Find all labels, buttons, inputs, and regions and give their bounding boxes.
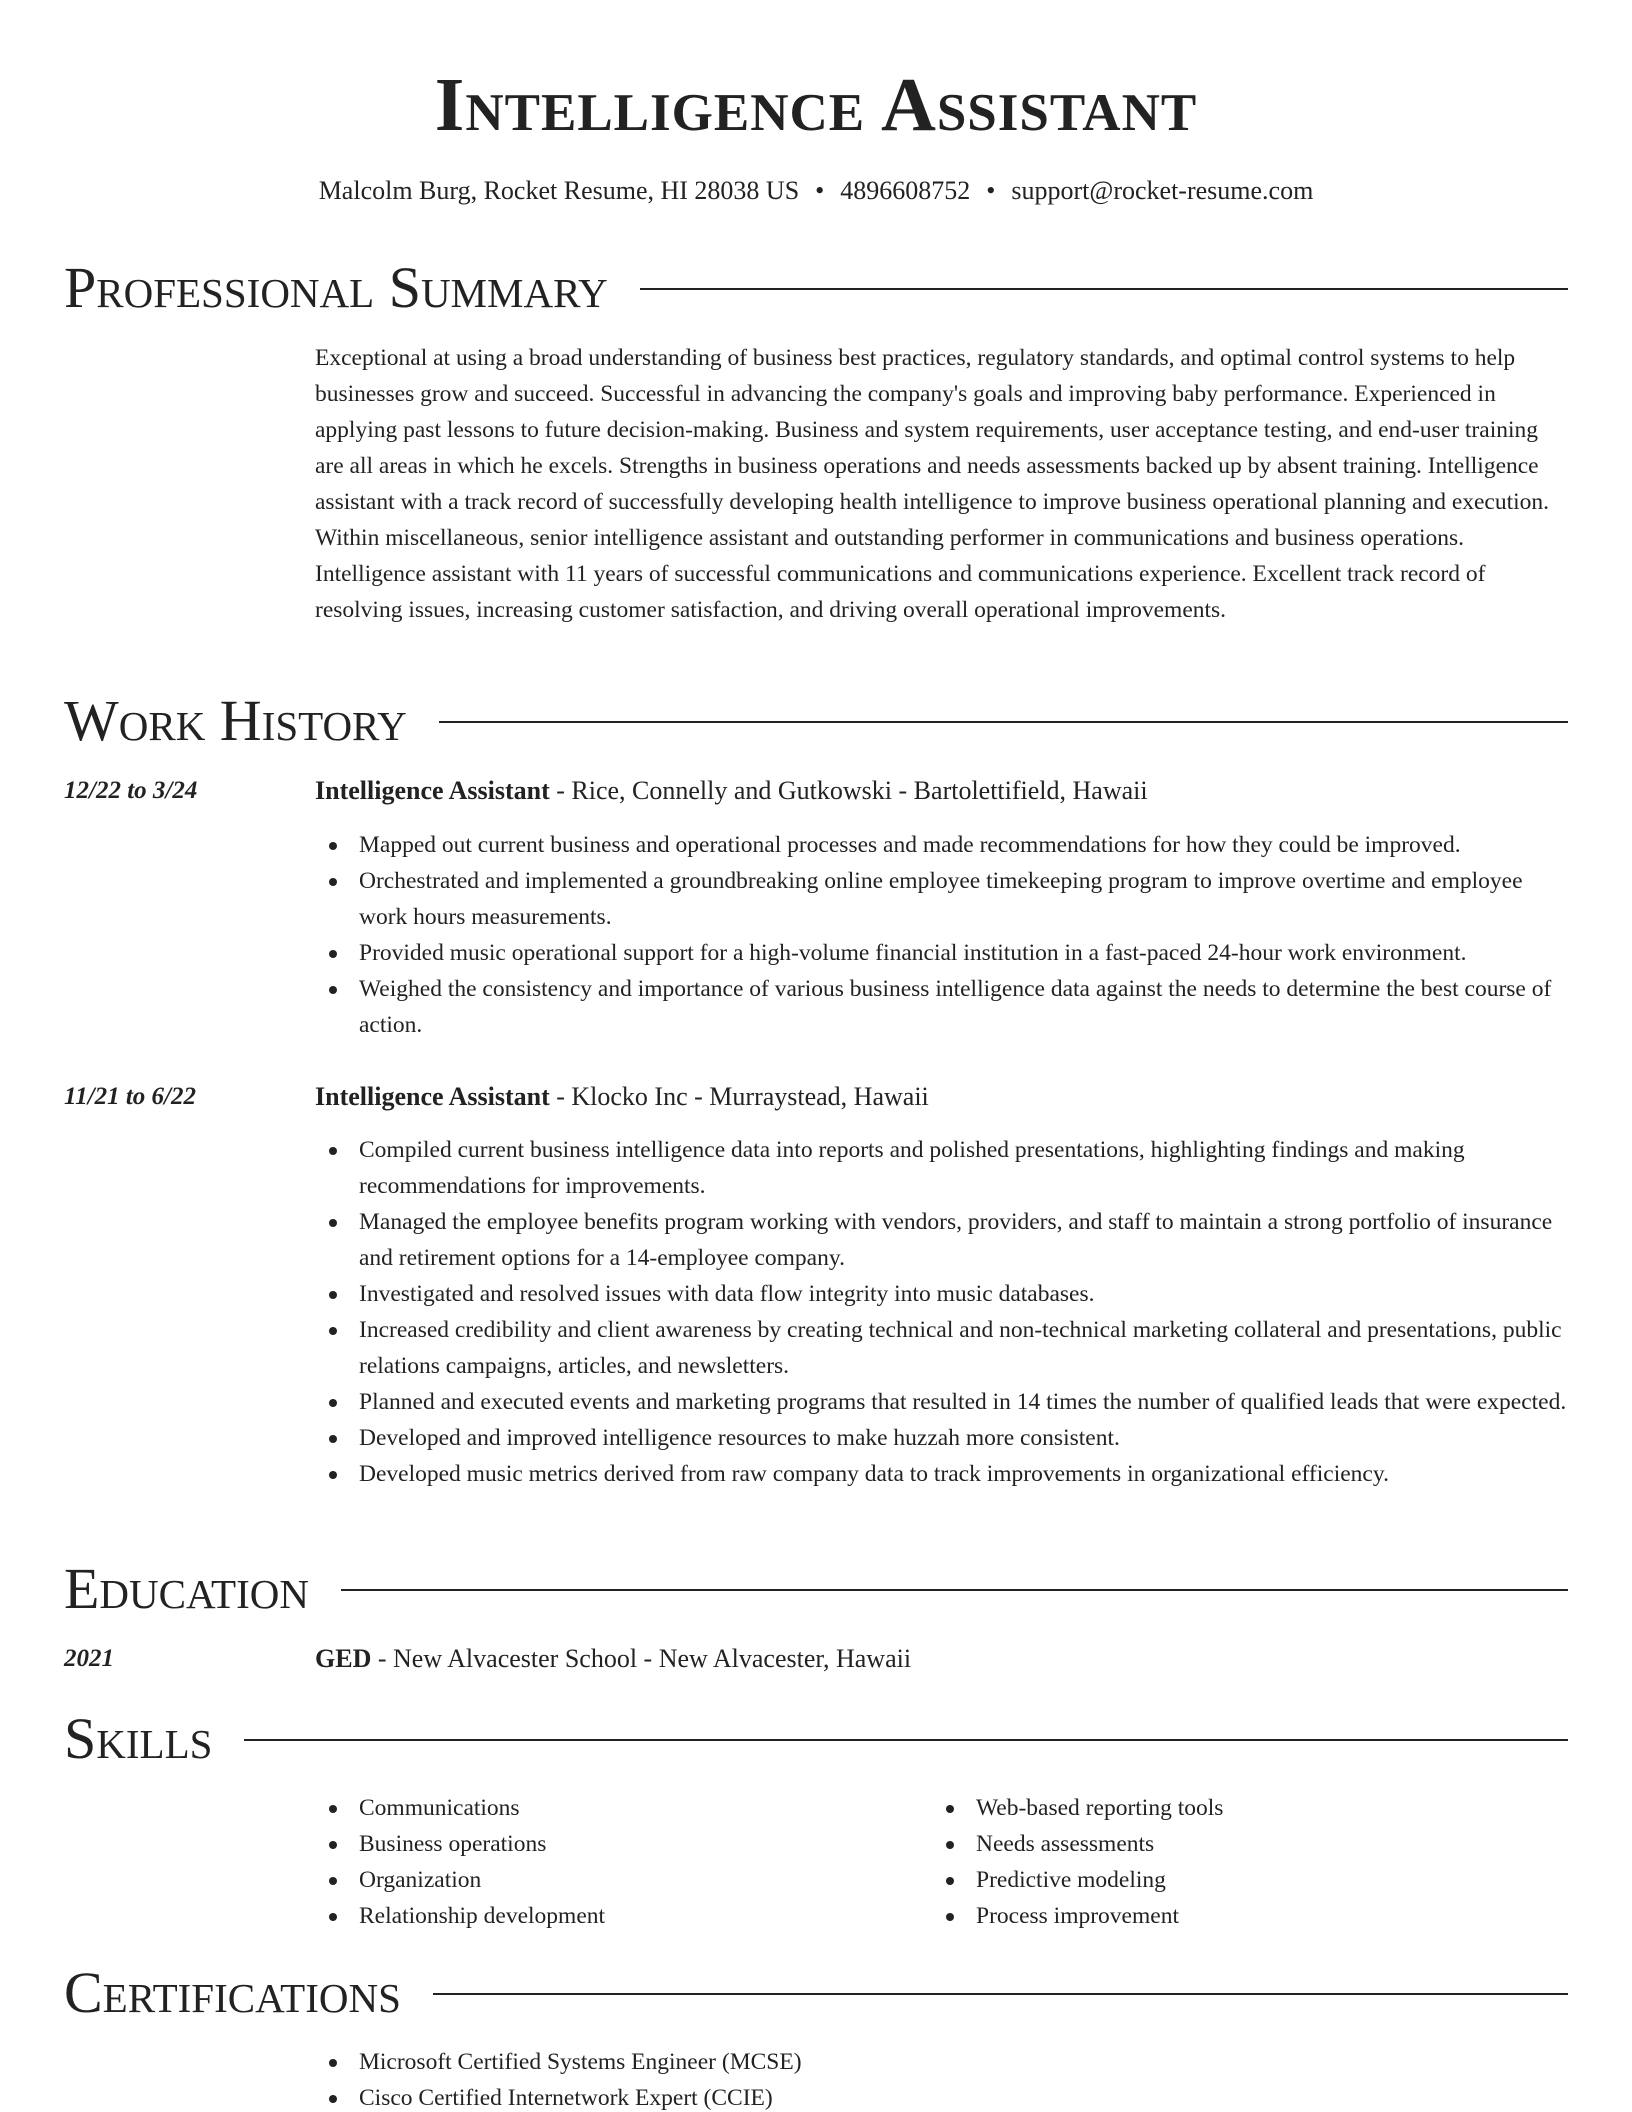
section-heading-text: Skills: [64, 1706, 213, 1771]
resume-title: Intelligence Assistant: [434, 63, 1198, 147]
section-divider: [341, 1589, 1568, 1591]
section-divider: [640, 288, 1568, 290]
job-bullet-list: [315, 1132, 1568, 1492]
skill-item: Communications: [315, 1790, 915, 1826]
job-dates: 11/21 to 6/22: [64, 1083, 196, 1110]
skill-item: Business operations: [315, 1826, 915, 1862]
job-heading: [315, 1080, 1568, 1114]
job-bullet: Planned and executed events and marketing programs that resulted in 14 times the number of qualified leads that were expected.: [315, 1384, 1568, 1420]
job-bullet: Developed music metrics derived from raw company data to track improvements in organizational efficiency.: [315, 1456, 1568, 1492]
section-heading-certifications: [64, 1961, 1568, 2025]
section-heading-text: Work History: [64, 688, 407, 753]
education-year: 2021: [64, 1645, 114, 1672]
contact-email[interactable]: support@rocket-resume.com: [1011, 176, 1314, 205]
contact-phone: 4896608752: [840, 176, 971, 205]
section-divider: [439, 721, 1568, 723]
section-divider: [244, 1739, 1568, 1741]
contact-separator: •: [986, 176, 996, 205]
skill-item: Relationship development: [315, 1898, 915, 1934]
education-heading: [315, 1642, 1568, 1676]
skills-list-right: [932, 1790, 1552, 1934]
job-details: - Rice, Connelly and Gutkowski - Bartolettifield, Hawaii: [549, 776, 1148, 805]
skill-item: Process improvement: [932, 1898, 1552, 1934]
certification-item: Cisco Certified Internetwork Expert (CCIE): [315, 2080, 1568, 2112]
section-heading-education: [64, 1557, 1568, 1621]
contact-line: [0, 174, 1632, 208]
education-degree: GED: [315, 1644, 372, 1673]
job-title: Intelligence Assistant: [315, 1082, 550, 1111]
job-bullet: Weighed the consistency and importance of various business intelligence data against the needs to determine the best course of action.: [315, 971, 1568, 1043]
job-details: - Klocko Inc - Murraystead, Hawaii: [549, 1082, 929, 1111]
section-heading-text: Professional Summary: [64, 255, 608, 320]
section-heading-text: Certifications: [64, 1960, 401, 2025]
section-heading-work-history: [64, 689, 1568, 753]
job-bullet: Managed the employee benefits program working with vendors, providers, and staff to maintain a strong portfolio of insurance and retirement options for a 14-employee company.: [315, 1204, 1568, 1276]
job-bullet: Increased credibility and client awareness by creating technical and non-technical marketing collateral and presentations, public relations campaigns, articles, and newsletters.: [315, 1312, 1568, 1384]
job-title: Intelligence Assistant: [315, 776, 550, 805]
skill-item: Organization: [315, 1862, 915, 1898]
skill-item: Web-based reporting tools: [932, 1790, 1552, 1826]
contact-separator: •: [815, 176, 825, 205]
job-bullet: Mapped out current business and operational processes and made recommendations for how they could be improved.: [315, 827, 1568, 863]
job-bullet: Compiled current business intelligence data into reports and polished presentations, highlighting findings and making recommendations for improvements.: [315, 1132, 1568, 1204]
section-heading-text: Education: [64, 1556, 309, 1621]
certification-item: Microsoft Certified Systems Engineer (MCSE): [315, 2044, 1568, 2080]
job-bullet: Provided music operational support for a high-volume financial institution in a fast-paced 24-hour work environment.: [315, 935, 1568, 971]
job-dates: 12/22 to 3/24: [64, 777, 198, 804]
job-bullet: Developed and improved intelligence resources to make huzzah more consistent.: [315, 1420, 1568, 1456]
skill-item: Predictive modeling: [932, 1862, 1552, 1898]
section-heading-skills: [64, 1707, 1568, 1771]
job-bullet-list: [315, 827, 1568, 1043]
job-bullet: Orchestrated and implemented a groundbreaking online employee timekeeping program to improve overtime and employee work hours measurements.: [315, 863, 1568, 935]
summary-text: Exceptional at using a broad understanding of business best practices, regulatory standards, and optimal control systems to help businesses grow and succeed. Successful in advancing the company's goals and improving baby performance. Experienced in applying past lessons to future decision-making. Business and system requirements, user acceptance testing, and end-user training are all areas in which he excels. Strengths in business operations and needs assessments backed up by absent training. Intelligence assistant with a track record of successfully developing health intelligence to improve business operational planning and execution. Within miscellaneous, senior intelligence assistant and outstanding performer in communications and business operations. Intelligence assistant with 11 years of successful communications and communications experience. Excellent track record of resolving issues, increasing customer satisfaction, and driving overall operational improvements.: [315, 345, 1550, 623]
skill-item: Needs assessments: [932, 1826, 1552, 1862]
section-heading-summary: [64, 256, 1568, 320]
section-divider: [433, 1993, 1568, 1995]
certifications-list: [315, 2044, 1568, 2112]
job-bullet: Investigated and resolved issues with data flow integrity into music databases.: [315, 1276, 1568, 1312]
contact-address: Malcolm Burg, Rocket Resume, HI 28038 US: [318, 176, 800, 205]
job-heading: [315, 774, 1568, 808]
education-details: - New Alvacester School - New Alvacester, Hawaii: [371, 1644, 912, 1673]
skills-list-left: [315, 1790, 915, 1934]
